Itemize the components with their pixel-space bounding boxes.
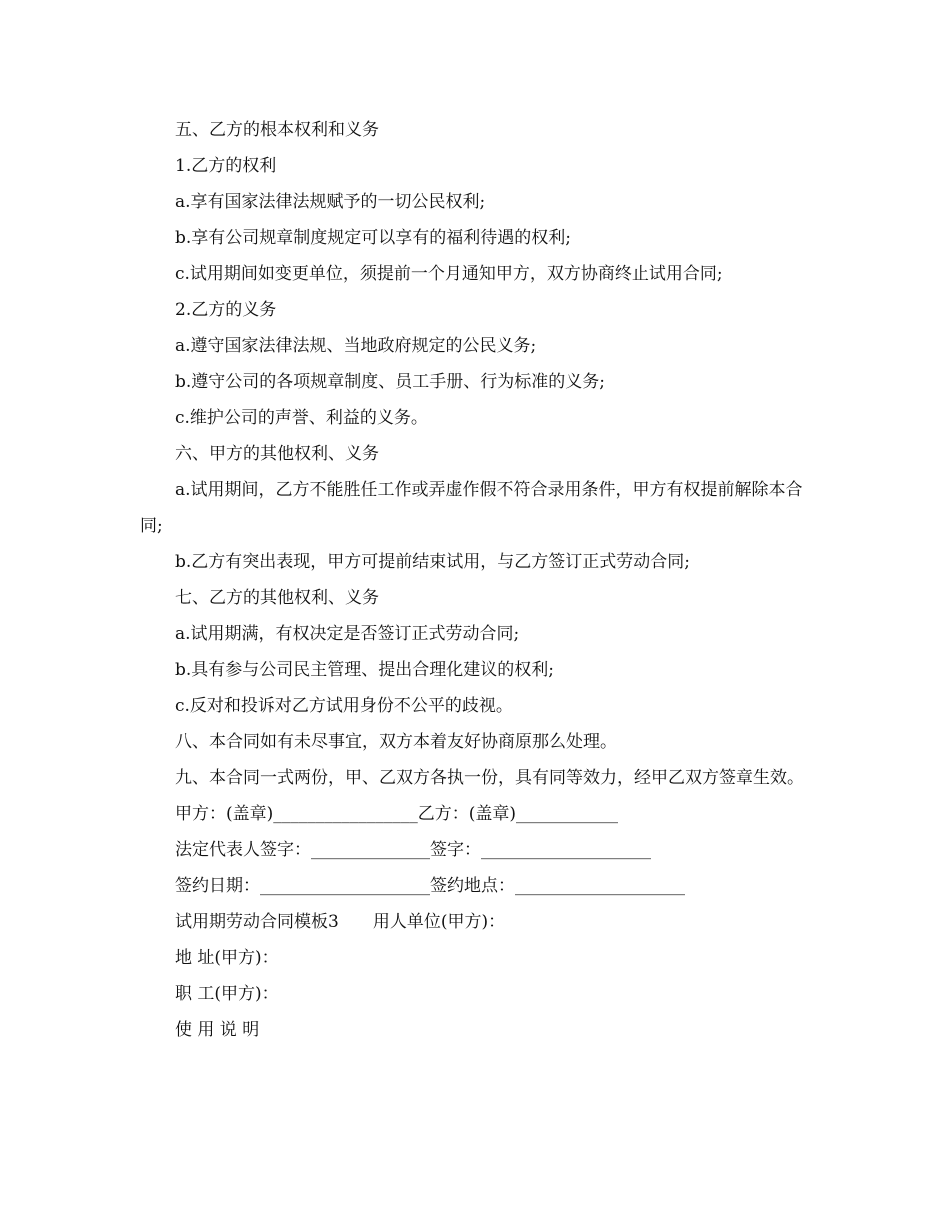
section-heading-6: 六、甲方的其他权利、义务: [175, 444, 379, 464]
clause-text: c.试用期间如变更单位，须提前一个月通知甲方，双方协商终止试用合同;: [175, 264, 723, 284]
document-body: [140, 112, 820, 1048]
clause-text: b.乙方有突出表现，甲方可提前结束试用，与乙方签订正式劳动合同;: [175, 552, 691, 572]
clause-text: b.遵守公司的各项规章制度、员工手册、行为标准的义务;: [175, 372, 606, 392]
clause-text: b.具有参与公司民主管理、提出合理化建议的权利;: [175, 660, 555, 680]
clause-text: c.维护公司的声誉、利益的义务。: [175, 408, 428, 428]
template-title-line: 试用期劳动合同模板3 用人单位(甲方)：: [175, 912, 506, 932]
subheading-party-b-rights: 1.乙方的权利: [175, 156, 277, 176]
subheading-party-b-obligations: 2.乙方的义务: [175, 300, 277, 320]
section-heading-9-wrapped: 九、本合同一式两份，甲、乙双方各执一份，具有同等效力，经甲乙双方签章生效。: [175, 768, 804, 788]
clause-text: c.反对和投诉对乙方试用身份不公平的歧视。: [175, 696, 513, 716]
clause-text: a.享有国家法律法规赋予的一切公民权利;: [175, 192, 486, 212]
signature-line-representatives: 法定代表人签字：______________签字：____________________: [175, 840, 651, 860]
usage-instructions-heading: 使 用 说 明: [175, 1020, 260, 1040]
section-heading-8: 八、本合同如有未尽事宜，双方本着友好协商原那么处理。: [175, 732, 617, 752]
signature-line-date-place: 签约日期：____________________签约地点：____________________: [175, 876, 685, 896]
address-line: 地 址(甲方)：: [175, 948, 279, 968]
section-heading-5: 五、乙方的根本权利和义务: [175, 120, 379, 140]
employee-line: 职 工(甲方)：: [175, 984, 279, 1004]
clause-text-wrapped: a.试用期间，乙方不能胜任工作或弄虚作假不符合录用条件，甲方有权提前解除本合同;: [140, 480, 803, 536]
clause-text: b.享有公司规章制度规定可以享有的福利待遇的权利;: [175, 228, 572, 248]
signature-line-seals: 甲方：(盖章)_________________乙方：(盖章)____________: [175, 804, 619, 824]
clause-text: a.试用期满，有权决定是否签订正式劳动合同;: [175, 624, 520, 644]
section-heading-7: 七、乙方的其他权利、义务: [175, 588, 379, 608]
clause-text: a.遵守国家法律法规、当地政府规定的公民义务;: [175, 336, 537, 356]
